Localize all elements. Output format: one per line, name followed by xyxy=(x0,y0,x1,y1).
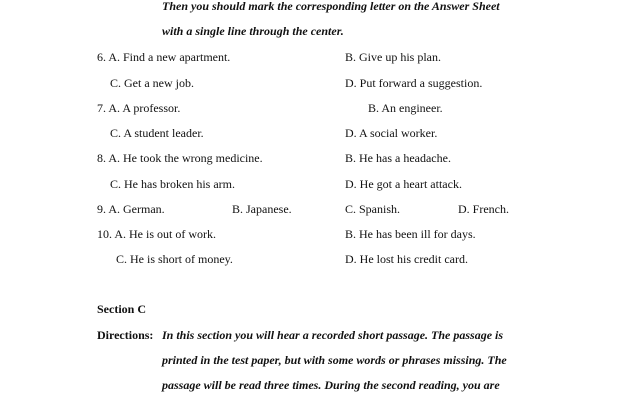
q6-option-a: 6. A. Find a new apartment. xyxy=(97,50,231,64)
q8-option-d: D. He got a heart attack. xyxy=(345,177,462,191)
q10-option-c: C. He is short of money. xyxy=(116,252,233,266)
q6-option-b: B. Give up his plan. xyxy=(345,50,441,64)
q6-option-c: C. Get a new job. xyxy=(110,76,194,90)
q10-option-d: D. He lost his credit card. xyxy=(345,252,468,266)
q7-option-d: D. A social worker. xyxy=(345,126,438,140)
q7-option-c: C. A student leader. xyxy=(110,126,204,140)
q9-option-d: D. French. xyxy=(458,202,509,216)
q7-option-a: 7. A. A professor. xyxy=(97,101,181,115)
q9-option-b: B. Japanese. xyxy=(232,202,292,216)
q8-option-c: C. He has broken his arm. xyxy=(110,177,235,191)
directions-line-1: In this section you will hear a recorded short passage. The passage is xyxy=(162,328,504,342)
q9-option-c: C. Spanish. xyxy=(345,202,401,216)
section-c-title: Section C xyxy=(97,302,146,316)
directions-line-2: printed in the test paper, but with some words or phrases missing. The xyxy=(162,353,507,367)
q9-option-a: 9. A. German. xyxy=(97,202,165,216)
q8-option-a: 8. A. He took the wrong medicine. xyxy=(97,151,263,165)
q10-option-a: 10. A. He is out of work. xyxy=(97,227,216,241)
intro-line-1: Then you should mark the corresponding letter on the Answer Sheet xyxy=(162,0,500,13)
intro-line-2: with a single line through the center. xyxy=(162,24,344,38)
directions-line-3: passage will be read three times. During the second reading, you are xyxy=(162,378,500,392)
q6-option-d: D. Put forward a suggestion. xyxy=(345,76,483,90)
q8-option-b: B. He has a headache. xyxy=(345,151,451,165)
q7-option-b: B. An engineer. xyxy=(368,101,443,115)
q10-option-b: B. He has been ill for days. xyxy=(345,227,476,241)
directions-label: Directions: xyxy=(97,328,154,342)
